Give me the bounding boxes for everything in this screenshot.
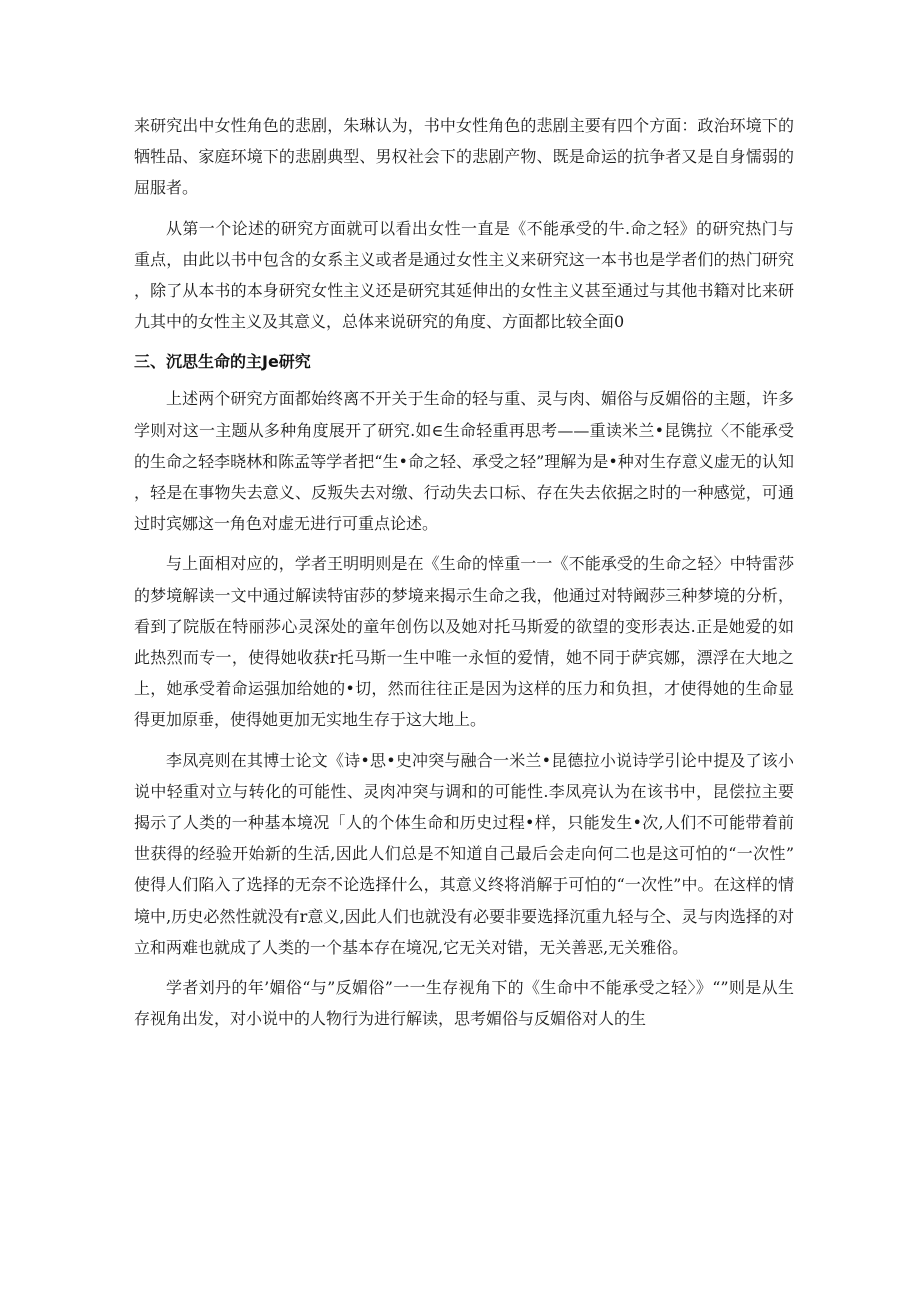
section-heading-life-theme: 三、沉思生命的主Je研究 <box>134 352 311 372</box>
document-body <box>134 110 794 1043</box>
paragraph-women-tragedy-continued: 来研究出中女性角色的悲剧，朱琳认为，书中女性角色的悲剧主要有四个方面：政治环境下的牺牲品、家庭环境下的悲剧典型、男权社会下的悲剧产物、既是命运的抗争者又是自身懦弱的屈服者。 <box>134 116 794 198</box>
paragraph-lightness-weight: 上述两个研究方面都始终离不开关于生命的轻与重、灵与肉、媚俗与反媚俗的主题，许多学则对这一主题从多种角度展开了研究.如∈生命轻重再思考——重读米兰•昆镌拉〈不能承受的生命之轻李晓林和陈孟等学者把“生•命之轻、承受之轻”理解为是•种对生存意义虚无的认知，轻是在事物失去意义、反叛失去对缴、行动失去口标、存在失去依据之时的一种感觉，可通过时宾娜这一角色对虚无进行可重点论述。 <box>134 389 794 534</box>
paragraph-li-fengliang-thesis: 李凤亮则在其博士论文《诗•思•史冲突与融合一米兰•昆德拉小说诗学引论中提及了该小说中轻重对立与转化的可能性、灵肉冲突与调和的可能性.李凤亮认为在该书中，昆偿拉主要揭示了人类的一种基本境况「人的个体生命和历史过程•样，只能发生•次,人们不可能带着前世获得的经验开始新的生活,因此人们总是不知道自己最后会走向何二也是这可怕的“一次性”使得人们陷入了选择的无奈不论选择什么，其意义终将消解于可怕的“一次性”中。在这样的情境中,历史必然性就没有r意义,因此人们也就没有必要非要选择沉重九轻与仝、灵与肉选择的对立和两难也就成了人类的一个基本存在境况,它无关对错，无关善恶,无关雅俗。 <box>134 750 794 957</box>
paragraph-tereza-dreams: 与上面相对应的，学者王明明则是在《生命的悻重一一《不能承受的生命之轻〉中特雷莎的梦境解读一文中通过解读特宙莎的梦境来揭示生命之我，他通过对特阚莎三种梦境的分析，看到了院版在特丽莎心灵深处的童年创伤以及她对托马斯爱的欲望的变形表达.正是她爱的如此热烈而专一，使得她收获r托马斯一生中唯一永恒的爱情，她不同于萨宾娜，漂浮在大地之上，她承受着命运强加给她的•切，然而往往正是因为这样的压力和负担，才使得她的生命显得更加原垂，使得她更加无实地生存于这大地上。 <box>134 554 794 730</box>
paragraph-kitsch-research: 学者刘丹的年’媚俗“与”反媚俗”一一生存视角下的《生命中不能承受之轻〉》“”则是从生存视角出发，对小说中的人物行为进行解读，思考媚俗与反媚俗对人的生 <box>134 978 794 1029</box>
paragraph-feminism-research: 从第一个论述的研究方面就可以看出女性一直是《不能承受的牛.命之轻》的研究热门与重点，由此以书中包含的女系主义或者是通过女性主义来研究这一本书也是学者们的热门研究，除了从本书的本身研究女性主义还是研究其延伸出的女性主义甚至通过与其他书籍对比来研九其中的女性主义及其意义，总体来说研究的角度、方面都比较全面0 <box>134 218 794 332</box>
